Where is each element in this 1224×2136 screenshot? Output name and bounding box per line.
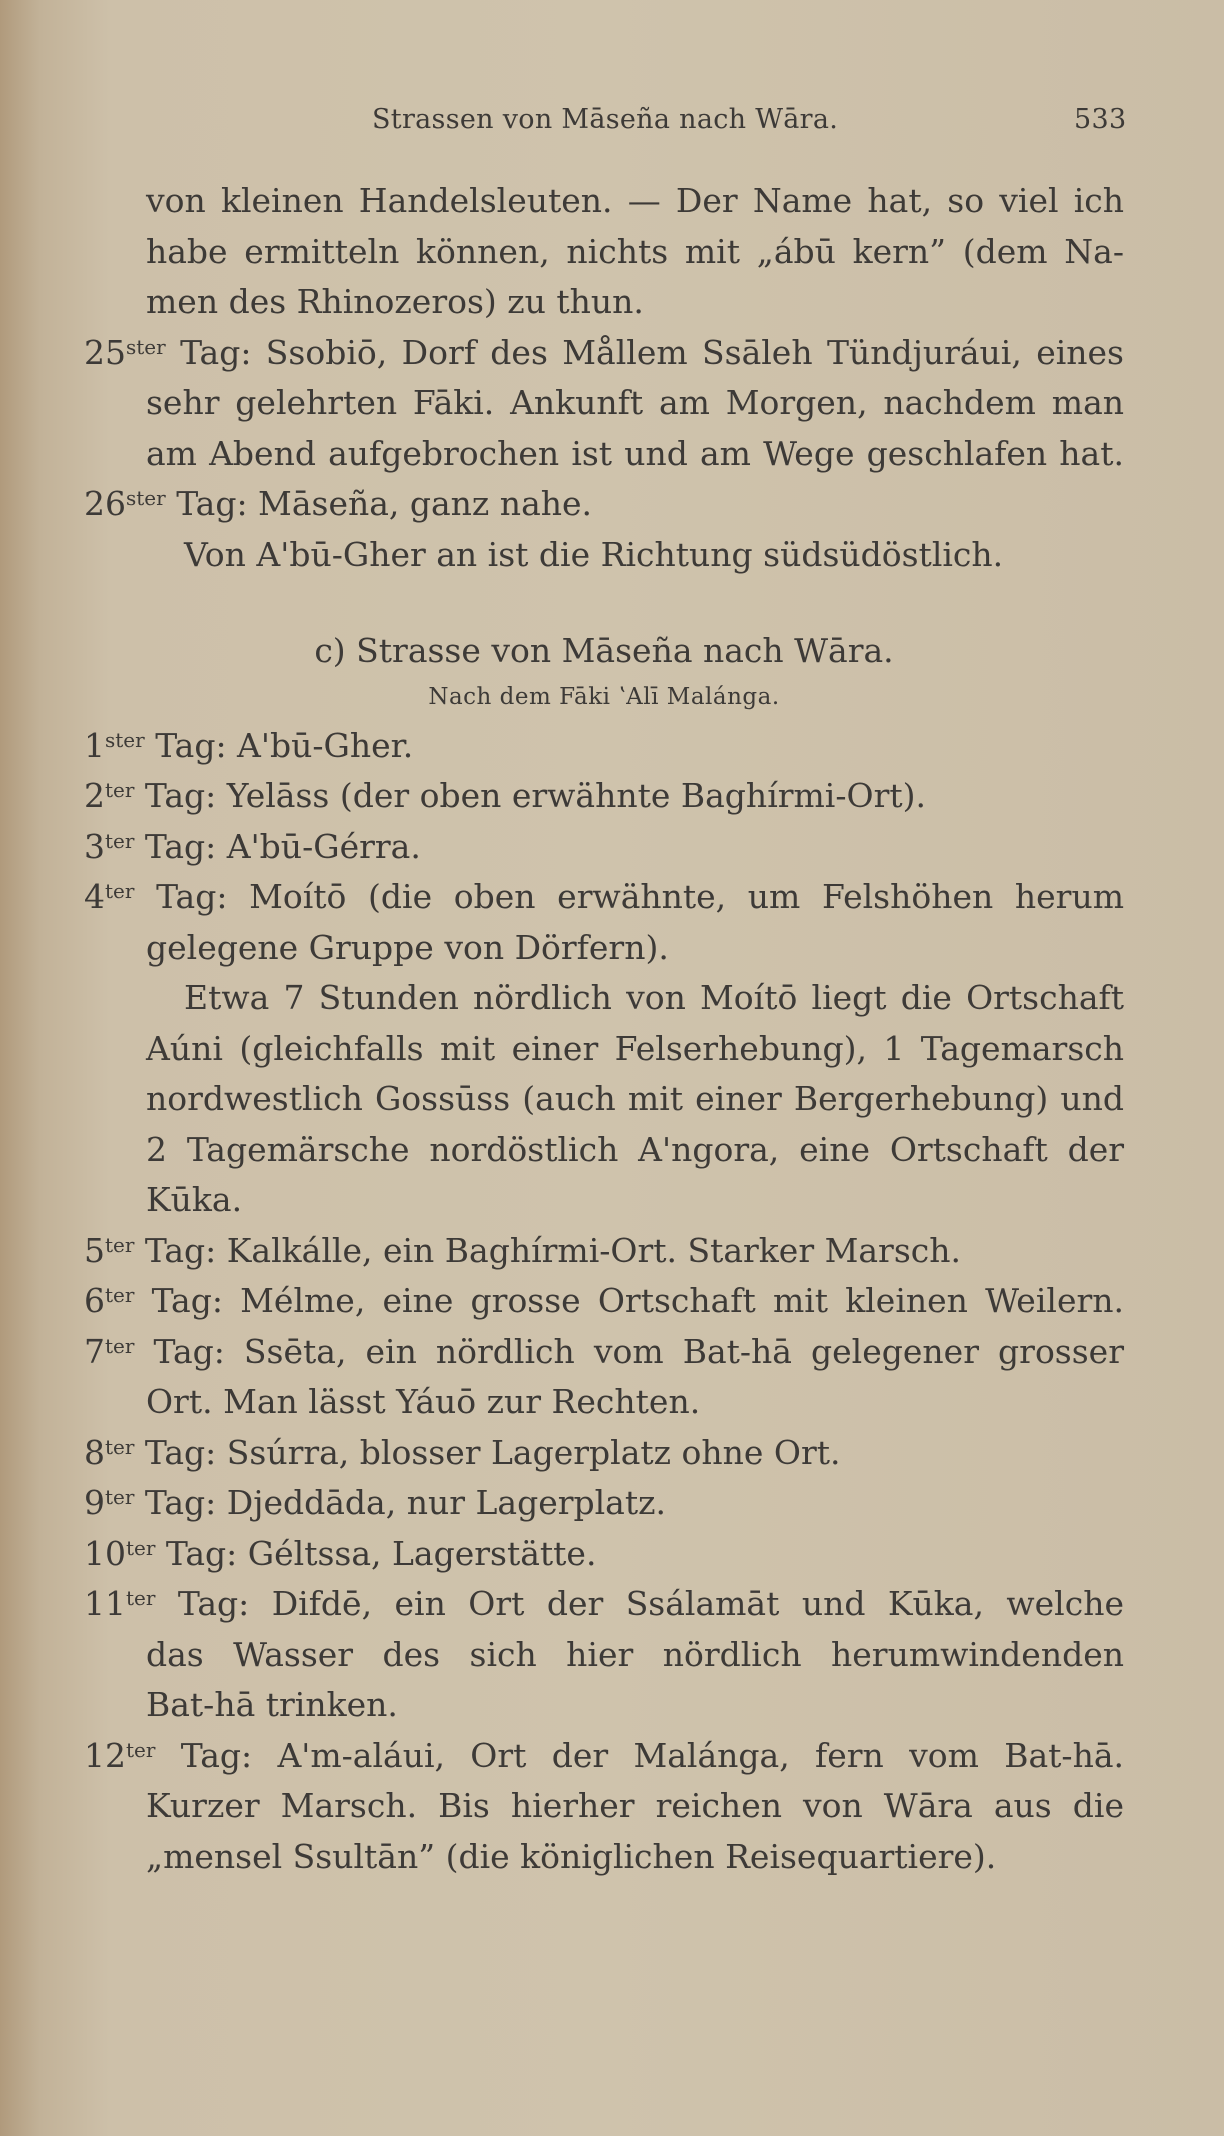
entry-first-line bbox=[84, 1478, 1124, 1529]
entry-text: Tag: Géltssa, Lagerstätte. bbox=[155, 1533, 597, 1573]
ordinal-suffix: ter bbox=[105, 1232, 135, 1257]
entry-first-line bbox=[84, 479, 1124, 530]
section-heading: c) Strasse von Māseña nach Wāra. bbox=[314, 631, 894, 670]
text-line: Etwa 7 Stunden nördlich von Moítō liegt die Ortschaft bbox=[184, 978, 1124, 1017]
day-number: 1 bbox=[84, 725, 105, 765]
day-entry-7 bbox=[84, 1327, 1124, 1428]
entry-text: Tag: Moítō (die oben erwähnte, um Felshöhen herum bbox=[134, 877, 1124, 916]
day-entry-2 bbox=[84, 771, 1124, 822]
day-number: 4 bbox=[84, 877, 105, 916]
ordinal-suffix: ter bbox=[105, 1283, 135, 1307]
day-number: 12 bbox=[84, 1735, 126, 1775]
entry-text: Tag: A'bū-Gher. bbox=[144, 725, 414, 765]
entry-text: Tag: Ssobiō, Dorf des Mållem Ssāleh Tündjuráui, eines bbox=[165, 332, 1124, 372]
text-line: von kleinen Handelsleuten. — Der Name hat, so viel ich bbox=[146, 181, 1124, 220]
ordinal-suffix: ster bbox=[105, 727, 145, 752]
text-line: am Abend aufgebrochen ist und am Wege geschlafen hat. bbox=[146, 433, 1124, 473]
day-number: 2 bbox=[84, 776, 105, 815]
day-entry-1 bbox=[84, 721, 1124, 772]
entry-text: Tag: Ssúrra, blosser Lagerplatz ohne Ort. bbox=[134, 1432, 841, 1472]
day-number: 3 bbox=[84, 826, 105, 866]
ordinal-suffix: ter bbox=[105, 778, 135, 802]
entry-first-line bbox=[84, 1529, 1124, 1580]
entry-first-line bbox=[84, 1579, 1124, 1630]
day-number: 9 bbox=[84, 1483, 105, 1522]
text-line: gelegene Gruppe von Dörfern). bbox=[146, 927, 669, 967]
entry-text: Tag: Yelāss (der oben erwähnte Baghírmi-Ort). bbox=[134, 776, 926, 815]
text-line: men des Rhinozeros) zu thun. bbox=[146, 282, 644, 321]
day-entry-6 bbox=[84, 1276, 1124, 1327]
entry-first-line bbox=[84, 1276, 1124, 1327]
entry-first-line bbox=[84, 1428, 1124, 1479]
text-line: habe ermitteln können, nichts mit „ábū kern” (dem Na- bbox=[146, 231, 1124, 271]
entry-text: Tag: Māseña, ganz nahe. bbox=[165, 484, 593, 523]
day-entry-11 bbox=[84, 1579, 1124, 1731]
entry-first-line bbox=[84, 822, 1124, 873]
entry-text: Tag: Kalkálle, ein Baghírmi-Ort. Starker Marsch. bbox=[134, 1230, 961, 1270]
page-number: 533 bbox=[1074, 104, 1127, 135]
ordinal-suffix: ter bbox=[126, 1737, 156, 1762]
entry-text: Tag: Difdē, ein Ort der Ssálamāt und Kūka, welche bbox=[155, 1584, 1124, 1623]
entry-first-line bbox=[84, 328, 1124, 379]
day-entry-12 bbox=[84, 1731, 1124, 1883]
day-number: 26 bbox=[84, 484, 126, 523]
day-entry-5 bbox=[84, 1226, 1124, 1277]
day-number: 8 bbox=[84, 1432, 105, 1472]
direction-note: Von A'bū-Gher an ist die Richtung südsüdöstlich. bbox=[184, 534, 1004, 574]
text-line: sehr gelehrten Fāki. Ankunft am Morgen, nachdem man bbox=[146, 383, 1124, 422]
text-line: Aúni (gleichfalls mit einer Felserhebung), 1 Tagemarsch bbox=[146, 1028, 1124, 1068]
day-entry-3 bbox=[84, 822, 1124, 873]
day-entry-25 bbox=[84, 328, 1124, 480]
ordinal-suffix: ter bbox=[105, 1485, 135, 1509]
text-line: das Wasser des sich hier nördlich herumwindenden bbox=[146, 1634, 1124, 1674]
text-line: Ort. Man lässt Yáuō zur Rechten. bbox=[146, 1382, 701, 1421]
ordinal-suffix: ter bbox=[105, 879, 135, 903]
running-title: Strassen von Māseña nach Wāra. bbox=[372, 104, 839, 135]
day-number: 10 bbox=[84, 1533, 126, 1573]
day-entry-26 bbox=[84, 479, 1124, 530]
entry-first-line bbox=[84, 872, 1124, 923]
entry-text: Tag: Ssēta, ein nördlich vom Bat-hā gelegener grosser bbox=[134, 1331, 1124, 1371]
entry-first-line bbox=[84, 1226, 1124, 1277]
entry-first-line bbox=[84, 1327, 1124, 1378]
text-line: 2 Tagemärsche nordöstlich A'ngora, eine Ortschaft der bbox=[146, 1129, 1124, 1169]
day-entry-9 bbox=[84, 1478, 1124, 1529]
entry-text: Tag: Djeddāda, nur Lagerplatz. bbox=[134, 1483, 666, 1522]
day-number: 5 bbox=[84, 1230, 105, 1270]
entry-text: Tag: A'm-aláui, Ort der Malánga, fern vom Bat-hā. bbox=[155, 1735, 1124, 1775]
day-number: 25 bbox=[84, 332, 126, 372]
text-line: nordwestlich Gossūss (auch mit einer Bergerhebung) und bbox=[146, 1079, 1124, 1118]
day-number: 6 bbox=[84, 1281, 105, 1320]
entry-first-line bbox=[84, 1731, 1124, 1782]
ordinal-suffix: ster bbox=[126, 486, 166, 510]
section-subheading: Nach dem Fāki ʽAlī Malánga. bbox=[428, 683, 780, 710]
entry-text: Tag: Mélme, eine grosse Ortschaft mit kleinen Weilern. bbox=[134, 1281, 1124, 1320]
text-line: Bat-hā trinken. bbox=[146, 1685, 398, 1724]
text-line: Kurzer Marsch. Bis hierher reichen von Wāra aus die bbox=[146, 1786, 1124, 1825]
entry-first-line bbox=[84, 771, 1124, 822]
day-number: 11 bbox=[84, 1584, 126, 1623]
ordinal-suffix: ter bbox=[105, 1333, 135, 1358]
ordinal-suffix: ter bbox=[126, 1586, 156, 1610]
page-body bbox=[84, 176, 1124, 1882]
entry-first-line bbox=[84, 721, 1124, 772]
text-line: Kūka. bbox=[146, 1180, 243, 1219]
day-number: 7 bbox=[84, 1331, 105, 1371]
day-entry-4 bbox=[84, 872, 1124, 973]
entry-text: Tag: A'bū-Gérra. bbox=[134, 826, 421, 866]
day-entry-10 bbox=[84, 1529, 1124, 1580]
ordinal-suffix: ter bbox=[105, 1434, 135, 1459]
text-line: „mensel Ssultān” (die königlichen Reisequartiere). bbox=[146, 1836, 997, 1876]
ordinal-suffix: ter bbox=[126, 1535, 156, 1560]
running-header bbox=[0, 104, 1224, 144]
ordinal-suffix: ter bbox=[105, 828, 135, 853]
ordinal-suffix: ster bbox=[126, 334, 166, 359]
day-entry-8 bbox=[84, 1428, 1124, 1479]
